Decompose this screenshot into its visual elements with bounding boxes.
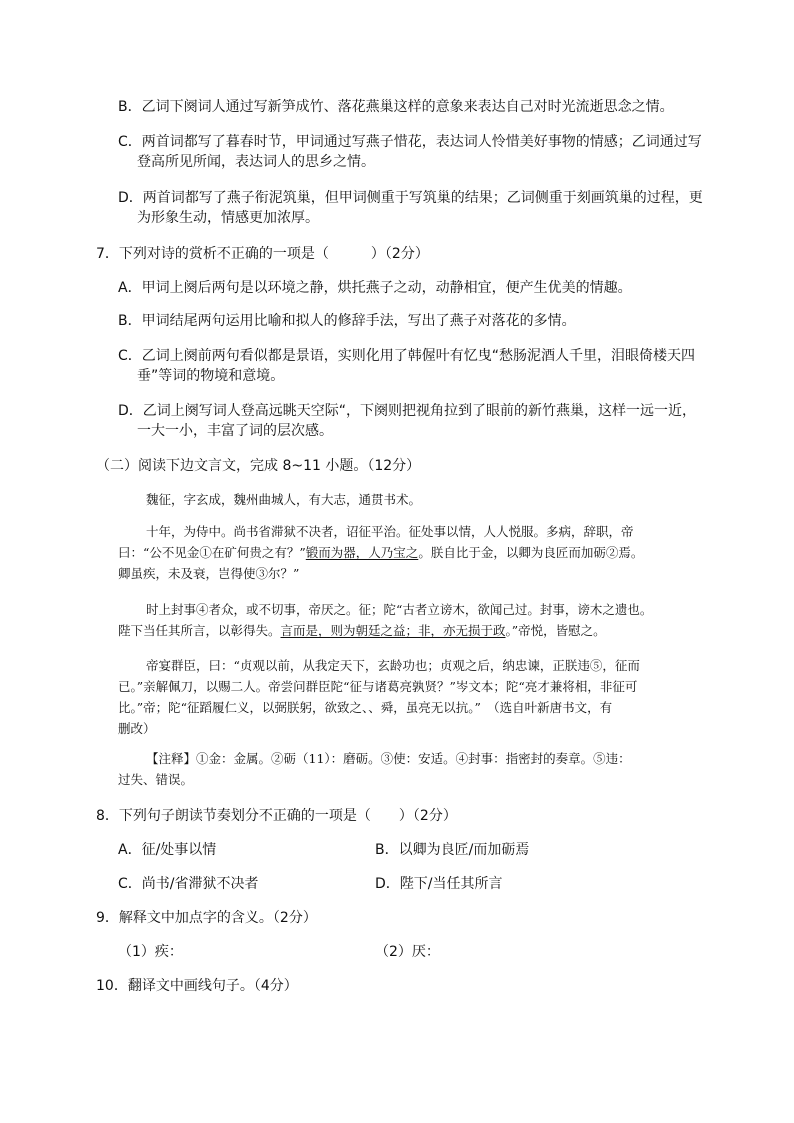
q6-option-d-line1: D．两首词都写了燕子衔泥筑巢，但甲词侧重于写筑巢的结果；乙词侧重于刻画筑巢的过程，更: [118, 190, 703, 206]
q8-option-b: B．以卿为良匠/而加砺焉: [375, 842, 530, 858]
q10-stem: 10．翻译文中画线句子。（4分）: [96, 978, 298, 994]
q6-option-c-line2: 登高所见所闻，表达词人的思乡之情。: [137, 154, 375, 170]
passage-text: 。朕自比于金，以卿为良匠而加砺②焉。: [418, 545, 644, 560]
underlined-sentence-1: 锻而为器，人乃宝之: [305, 545, 419, 560]
passage-paragraph-2-line3: 卿虽疾，未及衰，岂得使③尔？”: [118, 566, 300, 581]
q7-option-b: B．甲词结尾两句运用比喻和拟人的修辞手法，写出了燕子对落花的多情。: [118, 313, 576, 329]
passage-paragraph-4-line4: 删改）: [118, 721, 156, 736]
passage-paragraph-2-line2: [118, 543, 643, 563]
passage-text: 陛下当任其所言，以彰得失。: [118, 623, 281, 638]
annotation-line2: 过失、错误。: [118, 772, 194, 787]
q8-stem: 8．下列句子朗读节奏划分不正确的一项是（ ）（2分）: [96, 808, 457, 824]
passage-paragraph-4-line2: 已。”亲解佩刀，以赐二人。帝尝问群臣陀“征与诸葛亮孰贤？”岑文本；陀“亮才兼将相，非征可: [118, 679, 638, 694]
annotation-line1: 【注释】①金：金属。②砺（11）：磨砺。③使：安适。④封事：指密封的奏章。⑤违：: [146, 751, 631, 766]
q6-option-b: B．乙词下阕词人通过写新笋成竹、落花燕巢这样的意象来表达自己对时光流逝思念之情。: [118, 99, 674, 115]
passage-paragraph-3-line2: [118, 621, 606, 641]
passage-paragraph-3-line1: 时上封事④者众，或不切事，帝厌之。征；陀“古者立谤木，欲闻己过。封事，谤木之遗也。: [146, 602, 653, 617]
underlined-sentence-2: 言而是，则为朝廷之益；非，亦无损于政: [280, 623, 506, 638]
q8-option-a: A．征/处事以情: [118, 842, 217, 858]
q8-option-c: C．尚书/省滞狱不决者: [118, 876, 259, 892]
passage-text: 曰：“公不见金①在矿何贵之有？”: [118, 545, 306, 560]
q7-option-c-line1: C．乙词上阕前两句看似都是景语，实则化用了韩偓叶有忆曳“愁肠泥酒人千里，泪眼倚楼天四: [118, 348, 696, 364]
q7-option-c-line2: 垂”等词的物境和意境。: [137, 368, 285, 384]
q7-option-a: A．甲词上阕后两句是以环境之静，烘托燕子之动，动静相宜，便产生优美的情趣。: [118, 280, 632, 296]
q7-option-d-line2: 一大一小，丰富了词的层次感。: [137, 423, 333, 439]
q8-option-d: D．陛下/当任其所言: [375, 876, 503, 892]
q9-stem: 9．解释文中加点字的含义。（2分）: [96, 910, 317, 926]
q9-item-1: （1）疾：: [118, 944, 183, 960]
q6-option-d-line2: 为形象生动，情感更加浓厚。: [137, 210, 319, 226]
q9-item-2: （2）厌：: [375, 944, 440, 960]
q6-option-c-line1: C．两首词都写了暮春时节，甲词通过写燕子惜花，表达词人怜惜美好事物的情感；乙词通过写: [118, 134, 702, 150]
passage-text: 。”帝悦，皆慰之。: [505, 623, 606, 638]
passage-paragraph-2-line1: 十年，为侍中。尚书省滞狱不决者，诏征平治。征处事以情，人人悦服。多病，辞职，帝: [146, 524, 634, 539]
passage-paragraph-4-line1: 帝宴群臣，曰：“贞观以前，从我定天下，玄龄功也；贞观之后，纳忠谏，正朕违⑤，征而: [146, 658, 640, 673]
passage-paragraph-4-line3: 比。”帝；陀“征蹈履仁义，以弼朕躬，欲致之、、舜，虽亮无以抗。” （选自叶新唐书文，有: [118, 700, 613, 715]
passage-paragraph-1: 魏征，字玄成，魏州曲城人，有大志，通贯书术。: [146, 492, 422, 507]
q7-stem: 7．下列对诗的赏析不正确的一项是（ ）（2分）: [96, 246, 429, 262]
section-heading: （二）阅读下边文言文，完成 8~11 小题。（12分）: [96, 458, 421, 474]
q7-option-d-line1: D．乙词上阕写词人登高远眺天空际“，下阕则把视角拉到了眼前的新竹燕巢，这样一远一近，: [118, 403, 697, 419]
